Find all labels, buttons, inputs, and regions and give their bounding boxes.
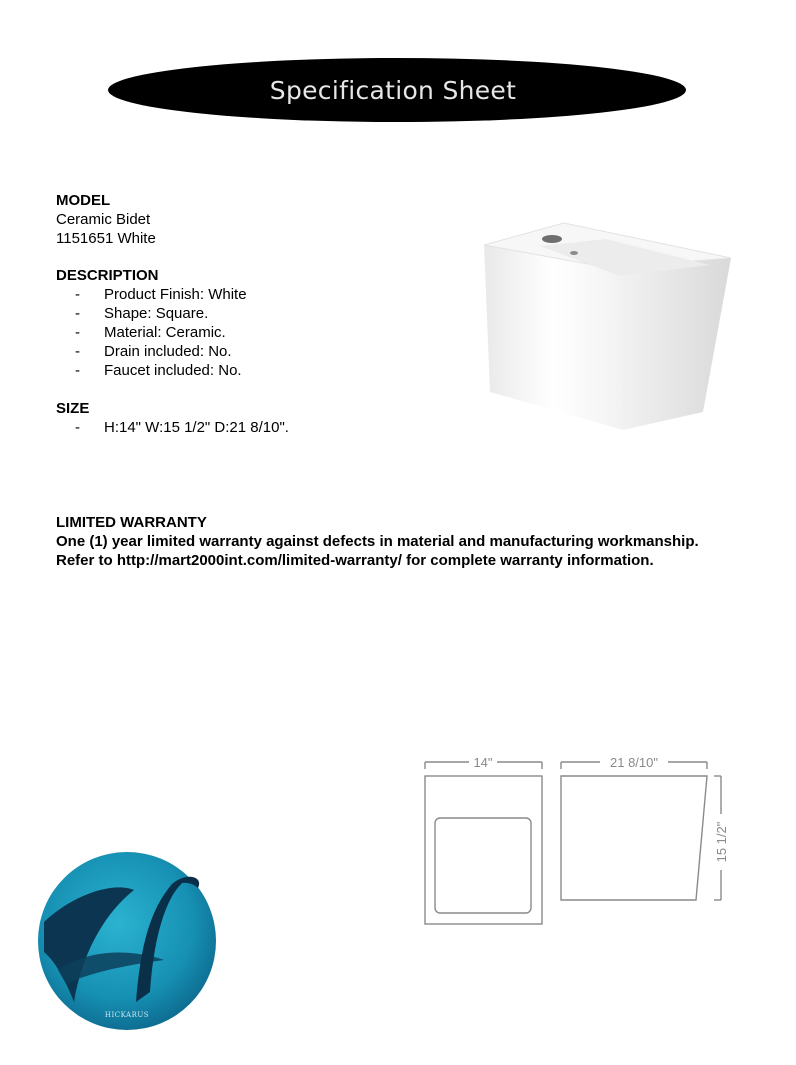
page-title: Specification Sheet	[269, 75, 517, 105]
description-heading: DESCRIPTION	[56, 267, 159, 284]
list-item: - Drain included: No.	[56, 342, 247, 361]
list-item: - Shape: Square.	[56, 304, 247, 323]
depth-dimension-label: 21 8/10"	[610, 755, 658, 770]
side-view-outline	[561, 776, 707, 900]
list-item: - H:14" W:15 1/2" D:21 8/10".	[56, 418, 289, 437]
warranty-section	[56, 513, 699, 570]
faucet-hole	[542, 235, 562, 243]
bidet-side-face	[610, 258, 731, 430]
hickarus-logo	[36, 852, 218, 1032]
model-number: 1151651 White	[56, 230, 156, 247]
list-item: - Faucet included: No.	[56, 361, 247, 380]
size-heading: SIZE	[56, 400, 90, 417]
title-banner	[108, 58, 686, 122]
list-item: - Product Finish: White	[56, 285, 247, 304]
overflow-hole	[570, 251, 578, 255]
bidet-product-image	[478, 220, 734, 434]
front-view-outline	[425, 776, 542, 924]
description-list	[56, 285, 247, 380]
warranty-line-2: Refer to http://mart2000int.com/limited-warranty/ for complete warranty information.	[56, 552, 654, 569]
list-item: - Material: Ceramic.	[56, 323, 247, 342]
height-dimension-label: 15 1/2"	[714, 821, 729, 863]
model-heading: MODEL	[56, 192, 111, 209]
dimension-drawing	[420, 752, 740, 932]
model-name: Ceramic Bidet	[56, 211, 151, 228]
description-section	[56, 266, 247, 380]
size-section	[56, 399, 289, 437]
warranty-line-1: One (1) year limited warranty against defects in material and manufacturing workmanship.	[56, 533, 699, 550]
warranty-heading: LIMITED WARRANTY	[56, 514, 207, 531]
logo-brand-text: HICKARUS	[104, 1011, 150, 1019]
width-dimension-label: 14"	[473, 755, 493, 770]
bidet-front-face	[484, 245, 623, 430]
model-section	[56, 191, 156, 248]
size-list	[56, 418, 289, 437]
front-view-basin	[435, 818, 531, 913]
